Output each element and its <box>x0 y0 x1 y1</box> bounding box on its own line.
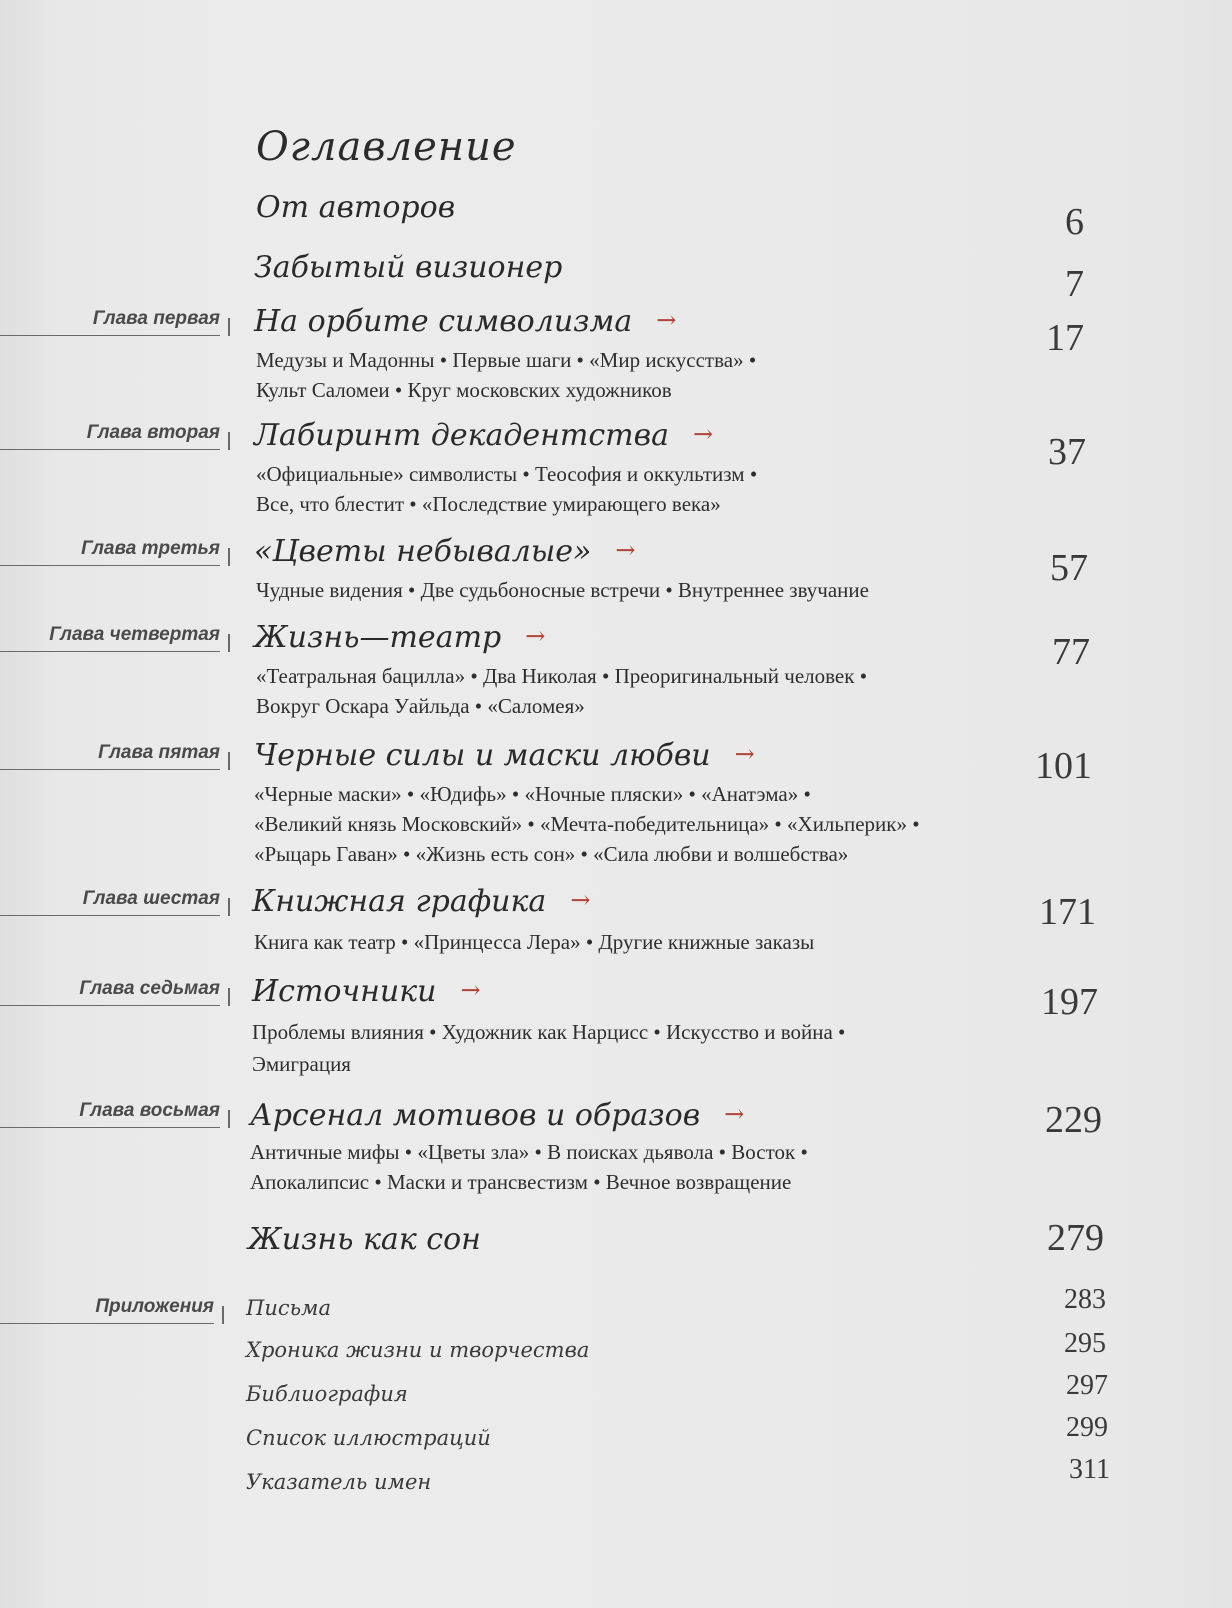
appendix-item[interactable]: Хроника жизни и творчества <box>246 1338 590 1362</box>
arrow-right-icon: → <box>525 622 546 650</box>
chapter-label-text: Глава первая <box>92 308 220 329</box>
chapter-subtopics: Медузы и Мадонны • Первые шаги • «Мир искусства» • <box>256 348 757 372</box>
chapter-subtopics: Все, что блестит • «Последствие умирающего века» <box>256 492 721 516</box>
chapter-subtopics: Вокруг Оскара Уайльда • «Саломея» <box>256 694 585 718</box>
page-number: 197 <box>1041 981 1098 1023</box>
arrow-right-icon: → <box>460 976 481 1004</box>
chapter-title-text: Черные силы и маски любви <box>254 738 711 773</box>
chapter-rule <box>0 651 220 652</box>
chapter-label <box>0 742 236 770</box>
arrow-right-icon: → <box>570 886 591 914</box>
chapter-label-text: Глава восьмая <box>79 1100 220 1121</box>
page-number: 311 <box>1069 1454 1110 1485</box>
chapter-subtopics: Проблемы влияния • Художник как Нарцисс • Искусство и война • <box>252 1020 846 1044</box>
chapter-rule <box>0 565 220 566</box>
appendix-label <box>0 1296 230 1324</box>
chapter-title[interactable] <box>250 1098 744 1133</box>
chapter-title[interactable] <box>254 418 713 453</box>
front-entry-title[interactable]: Забытый визионер <box>254 250 563 285</box>
chapter-rule <box>0 1005 220 1006</box>
chapter-tick <box>228 752 230 770</box>
chapter-subtopics: Апокалипсис • Маски и трансвестизм • Вечное возвращение <box>250 1170 792 1194</box>
chapter-title-text: «Цветы небывалые» <box>254 534 592 569</box>
chapter-rule <box>0 449 220 450</box>
page-number: 171 <box>1039 891 1096 933</box>
chapter-label <box>0 978 236 1006</box>
chapter-tick <box>228 634 230 652</box>
chapter-label <box>0 624 236 652</box>
chapter-title[interactable] <box>252 974 481 1009</box>
page-number: 297 <box>1066 1370 1108 1401</box>
appendix-label-text: Приложения <box>95 1296 214 1317</box>
chapter-title[interactable] <box>254 738 755 773</box>
chapter-label <box>0 1100 236 1128</box>
chapter-label <box>0 308 236 336</box>
chapter-label-text: Глава седьмая <box>79 978 220 999</box>
chapter-title-text: Жизнь—театр <box>254 620 502 655</box>
appendix-item[interactable]: Библиография <box>246 1382 408 1406</box>
chapter-title-text: На орбите символизма <box>254 304 633 339</box>
arrow-right-icon: → <box>656 306 677 334</box>
chapter-title-text: Источники <box>252 974 437 1009</box>
front-entry-title[interactable]: От авторов <box>256 190 456 225</box>
closing-entry-title[interactable]: Жизнь как сон <box>248 1222 481 1257</box>
chapter-rule <box>0 915 220 916</box>
page-title: Оглавление <box>256 124 517 170</box>
chapter-rule <box>0 335 220 336</box>
chapter-rule <box>0 1127 220 1128</box>
page-number: 295 <box>1064 1328 1106 1359</box>
chapter-subtopics: Чудные видения • Две судьбоносные встречи • Внутреннее звучание <box>256 578 869 602</box>
chapter-rule <box>0 769 220 770</box>
appendix-item[interactable]: Письма <box>246 1296 331 1320</box>
chapter-title[interactable] <box>252 884 590 919</box>
chapter-title-text: Книжная графика <box>252 884 547 919</box>
arrow-right-icon: → <box>692 420 714 448</box>
page-number: 101 <box>1035 745 1092 787</box>
chapter-subtopics: «Рыцарь Гаван» • «Жизнь есть сон» • «Сила любви и волшебства» <box>254 842 849 866</box>
chapter-subtopics: «Великий князь Московский» • «Мечта-победительница» • «Хильперик» • <box>254 812 920 836</box>
chapter-subtopics: Эмиграция <box>252 1052 351 1076</box>
chapter-tick <box>228 432 230 450</box>
chapter-title-text: Арсенал мотивов и образов <box>250 1098 701 1133</box>
chapter-tick <box>228 548 230 566</box>
chapter-label-text: Глава четвертая <box>49 624 220 645</box>
appendix-tick <box>222 1306 224 1324</box>
chapter-title-text: Лабиринт декадентства <box>254 418 669 453</box>
appendix-item[interactable]: Указатель имен <box>246 1470 432 1494</box>
page-number: 7 <box>1065 263 1084 305</box>
appendix-rule <box>0 1323 214 1324</box>
chapter-label <box>0 538 236 566</box>
page-number: 37 <box>1048 431 1086 473</box>
chapter-label-text: Глава третья <box>81 538 220 559</box>
appendix-item[interactable]: Список иллюстраций <box>246 1426 491 1450</box>
chapter-tick <box>228 318 230 336</box>
page-number: 77 <box>1052 631 1090 673</box>
chapter-subtopics: «Черные маски» • «Юдифь» • «Ночные пляски» • «Анатэма» • <box>254 782 811 806</box>
chapter-title[interactable] <box>254 304 676 339</box>
page-number: 283 <box>1064 1284 1106 1315</box>
chapter-label-text: Глава шестая <box>82 888 220 909</box>
page-number: 279 <box>1047 1217 1104 1259</box>
arrow-right-icon: → <box>615 536 636 564</box>
chapter-title[interactable] <box>254 534 636 569</box>
chapter-tick <box>228 988 230 1006</box>
arrow-right-icon: → <box>724 1100 745 1128</box>
chapter-subtopics: Культ Саломеи • Круг московских художников <box>256 378 672 402</box>
page-number: 17 <box>1046 317 1084 359</box>
chapter-subtopics: Книга как театр • «Принцесса Лера» • Другие книжные заказы <box>254 930 815 954</box>
chapter-subtopics: Античные мифы • «Цветы зла» • В поисках дьявола • Восток • <box>250 1140 808 1164</box>
page-number: 6 <box>1065 201 1084 243</box>
chapter-tick <box>228 898 230 916</box>
chapter-label <box>0 422 236 450</box>
chapter-label <box>0 888 236 916</box>
chapter-label-text: Глава вторая <box>86 422 220 443</box>
chapter-subtopics: «Театральная бацилла» • Два Николая • Преоригинальный человек • <box>256 664 868 688</box>
chapter-subtopics: «Официальные» символисты • Теософия и оккультизм • <box>256 462 758 486</box>
chapter-label-text: Глава пятая <box>98 742 220 763</box>
page-number: 57 <box>1050 547 1088 589</box>
page-number: 299 <box>1066 1412 1108 1443</box>
chapter-title[interactable] <box>254 620 545 655</box>
page-number: 229 <box>1045 1099 1102 1141</box>
chapter-tick <box>228 1110 230 1128</box>
arrow-right-icon: → <box>734 740 755 768</box>
